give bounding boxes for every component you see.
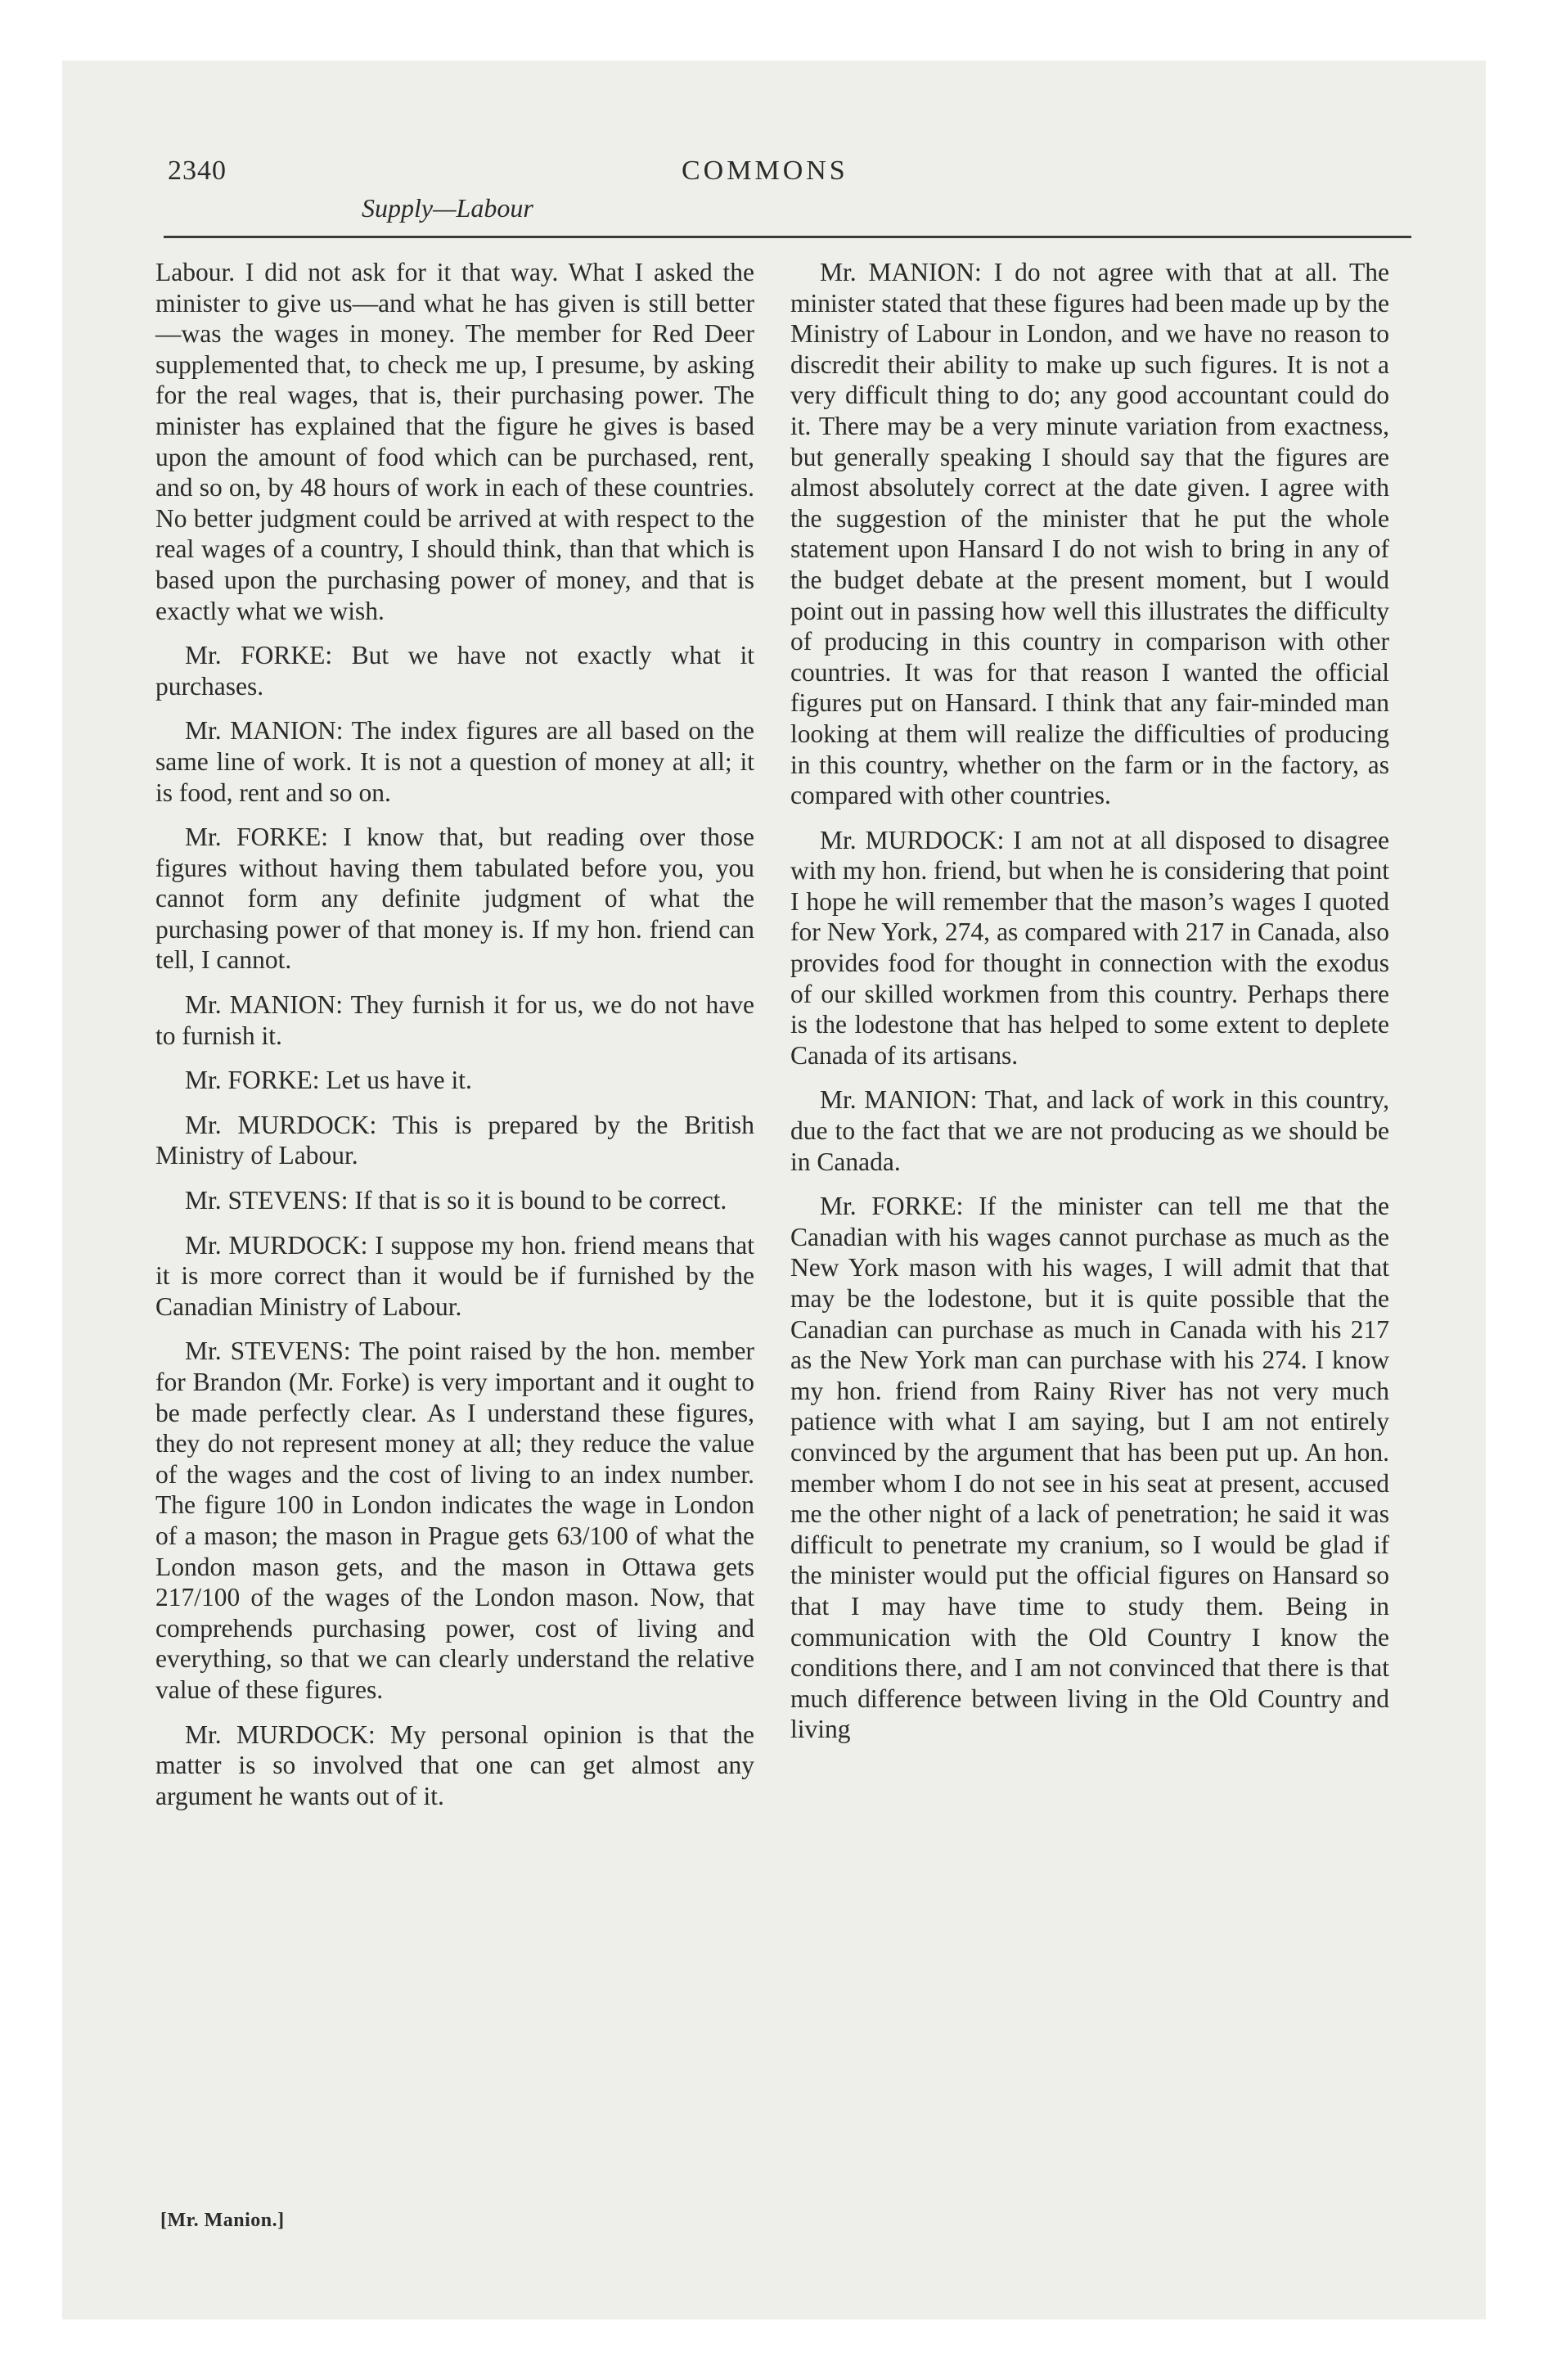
paragraph-text: The point raised by the hon. member for Brandon (Mr. Forke) is very important and it ought to be made perfectly clear. As I understand these figures, they do not represent money at all; they reduce the value of the wages and the cost of living to an index number. The figure 100 in London indicates the wage in London of a mason; the mason in Prague gets 63/100 of what the London mason gets, and the mason in Ottawa gets 217/100 of the wages of the London mason. Now, that comprehends purchasing power, cost of living and everything, so that we can clearly understand the relative value of these figures.: [155, 1336, 754, 1704]
footer-reference: [Mr. Manion.]: [160, 2210, 285, 2231]
speaker-name: Mr. MANION:: [185, 990, 344, 1020]
header-rule: [164, 236, 1411, 238]
speaker-name: Mr. MURDOCK:: [185, 1720, 376, 1749]
paragraph: [155, 989, 754, 1051]
speaker-name: Mr. FORKE:: [820, 1192, 964, 1221]
paragraph-text: Labour. I did not ask for it that way. What I asked the minister to give us—and what he has given is still better—was the wages in money. The member for Red Deer supplemented that, to check me up, I presume, by asking for the real wages, that is, their purchasing power. The minister has explained that the figure he gives is based upon the amount of food which can be purchased, rent, and so on, by 48 hours of work in each of these countries. No better judgment could be arrived at with respect to the real wages of a country, I should think, than that which is based upon the purchasing power of money, and that is exactly what we wish.: [155, 258, 754, 625]
paragraph-text: My personal opinion is that the matter is so involved that one can get almost any argument he wants out of it.: [155, 1720, 755, 1810]
speaker-name: Mr. STEVENS:: [185, 1336, 351, 1366]
paragraph: [155, 1230, 754, 1323]
speaker-name: Mr. MANION:: [185, 716, 344, 746]
paragraph: [155, 1065, 754, 1096]
speaker-name: Mr. FORKE:: [185, 641, 333, 670]
paragraph: [155, 257, 754, 626]
speaker-name: Mr. MURDOCK:: [185, 1230, 368, 1260]
paragraph: [155, 1720, 754, 1812]
paragraph-text: I am not at all disposed to disagree with my hon. friend, but when he is considering that point I hope he will remember that the mason’s wages I quoted for New York, 274, as compared with 217 in Canada, also provides food for thought in connection with the exodus of our skilled workmen from this country. Perhaps there is the lodestone that has helped to some extent to deplete Canada of its artisans.: [790, 825, 1389, 1070]
paragraph: [790, 825, 1389, 1071]
speaker-name: Mr. MURDOCK:: [820, 825, 1005, 854]
speaker-name: Mr. STEVENS:: [185, 1186, 349, 1215]
paragraph: [155, 1110, 754, 1171]
paragraph-text: But we have not exactly what it purchases.: [155, 641, 755, 701]
left-column: [155, 257, 754, 1825]
paragraph-text: The index figures are all based on the same line of work. It is not a question of money at all; it is food, rent and so on.: [155, 716, 754, 807]
paragraph-text: Let us have it.: [326, 1066, 472, 1095]
paragraph-text: I do not agree with that at all. The minister stated that these figures had been made up by the Ministry of Labour in London, and we have no reason to discredit their ability to make up such figures. It is not a very difficult thing to do; any good accountant could do it. There may be a very minute variation from exactness, but generally speaking I should say that the figures are almost absolutely correct at the date given. I agree with the suggestion of the minister that he put the whole statement upon Hansard I do not wish to bring in any of the budget debate at the present moment, but I would point out in passing how well this illustrates the difficulty of producing in this country in comparison with other countries. It was for that reason I wanted the official figures put on Hansard. I think that any fair-minded man looking at them will realize the difficulties of producing in this country, whether on the farm or in the factory, as compared with other countries.: [790, 258, 1389, 810]
paragraph-text: That, and lack of work in this country, due to the fact that we are not producing as we should be in Canada.: [790, 1085, 1389, 1176]
paragraph: [155, 1336, 754, 1705]
paragraph: [155, 640, 754, 701]
speaker-name: Mr. FORKE:: [185, 823, 328, 852]
paragraph: [790, 1191, 1389, 1745]
paragraph: [155, 822, 754, 976]
paragraph-text: If that is so it is bound to be correct.: [354, 1186, 727, 1215]
paragraph-text: They furnish it for us, we do not have to furnish it.: [155, 990, 754, 1050]
speaker-name: Mr. MURDOCK:: [185, 1110, 377, 1139]
paragraph: [155, 1185, 754, 1216]
speaker-name: Mr. MANION:: [820, 258, 982, 286]
paragraph: [790, 257, 1389, 811]
page-number: 2340: [168, 156, 227, 186]
section-title: Supply—Labour: [362, 193, 533, 223]
paragraph: [155, 715, 754, 808]
paragraph-text: This is prepared by the British Ministry of Labour.: [155, 1110, 754, 1170]
speaker-name: Mr. MANION:: [820, 1085, 978, 1115]
paragraph-text: I suppose my hon. friend means that it is more correct than it would be if furnished by the Canadian Ministry of Labour.: [155, 1230, 754, 1321]
running-title: COMMONS: [682, 156, 848, 186]
paragraph: [790, 1084, 1389, 1177]
page-header: [168, 156, 1411, 246]
right-column: [790, 257, 1389, 1759]
paragraph-text: I know that, but reading over those figures without having them tabulated before you, you cannot form any definite judgment of what the purchasing power of that money is. If my hon. friend can tell, I cannot.: [155, 823, 755, 975]
paragraph-text: If the minister can tell me that the Canadian with his wages cannot purchase as much as the New York mason with his wages, I will admit that that may be the lodestone, but it is quite possible that the Canadian can purchase as much in Canada with his 217 as the New York man can purchase with his 274. I know my hon. friend from Rainy River has not very much patience with what I am saying, but I am not entirely convinced by the argument that has been put up. An hon. member whom I do not see in his seat at present, accused me the other night of a lack of penetration; he said it was difficult to penetrate my cranium, so I would be glad if the minister would put the official figures on Hansard so that I may have time to study them. Being in communication with the Old Country I know the conditions there, and I am not convinced that there is that much difference between living in the Old Country and living: [790, 1192, 1390, 1744]
speaker-name: Mr. FORKE:: [185, 1066, 320, 1095]
